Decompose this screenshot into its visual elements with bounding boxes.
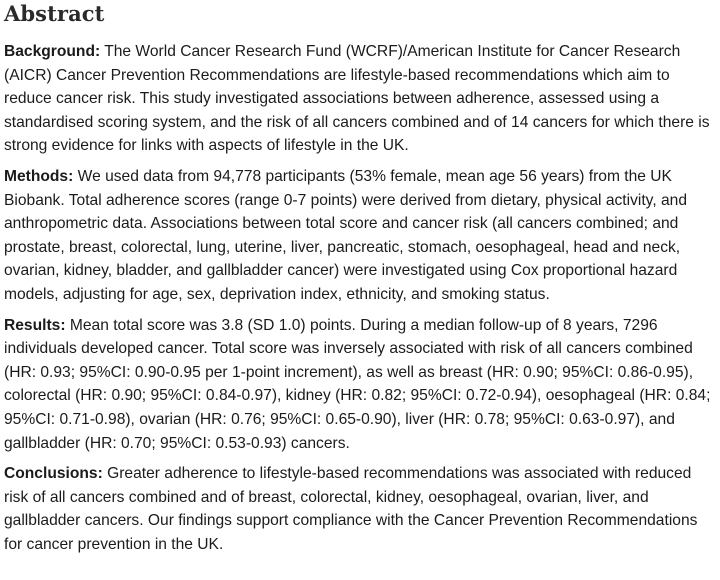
- abstract-section-methods: [4, 165, 716, 307]
- abstract-heading: Abstract: [4, 1, 105, 26]
- section-text-background: The World Cancer Research Fund (WCRF)/American Institute for Cancer Research (AICR) Cancer Prevention Recommendations are lifestyle-based recommendations which aim to reduce cancer risk. This study investigated associations between adherence, assessed using a standardised scoring system, and the risk of all cancers combined and of 14 cancers for which there is strong evidence for links with aspects of lifestyle in the UK.: [4, 43, 710, 155]
- abstract-section-conclusions: [4, 462, 716, 556]
- section-label-background: Background:: [4, 43, 101, 60]
- abstract-section-background: [4, 40, 716, 158]
- section-text-results: Mean total score was 3.8 (SD 1.0) points. During a median follow-up of 8 years, 7296 individuals developed cancer. Total score was inversely associated with risk of all cancers combined (HR: 0.93; 95%CI: 0.90-0.95 per 1-point increment), as well as breast (HR: 0.90; 95%CI: 0.86-0.95), colorectal (HR: 0.90; 95%CI: 0.84-0.97), kidney (HR: 0.82; 95%CI: 0.72-0.94), oesophageal (HR: 0.84; 95%CI: 0.71-0.98), ovarian (HR: 0.76; 95%CI: 0.65-0.90), liver (HR: 0.78; 95%CI: 0.63-0.97), and gallbladder (HR: 0.70; 95%CI: 0.53-0.93) cancers.: [4, 316, 711, 452]
- section-text-conclusions: Greater adherence to lifestyle-based recommendations was associated with reduced risk of all cancers combined and of breast, colorectal, kidney, oesophageal, ovarian, liver, and gallbladder cancers. Our findings support compliance with the Cancer Prevention Recommendations for cancer prevention in the UK.: [4, 465, 698, 553]
- section-text-methods: We used data from 94,778 participants (53% female, mean age 56 years) from the UK Biobank. Total adherence scores (range 0-7 points) were derived from dietary, physical activity, and anthropometric data. Associations between total score and cancer risk (all cancers combined; and prostate, breast, colorectal, lung, uterine, liver, pancreatic, stomach, oesophageal, head and neck, ovarian, kidney, bladder, and gallbladder cancer) were investigated using Cox proportional hazard models, adjusting for age, sex, deprivation index, ethnicity, and smoking status.: [4, 167, 688, 303]
- section-label-methods: Methods:: [4, 167, 74, 185]
- section-label-conclusions: Conclusions:: [4, 465, 103, 483]
- section-label-results: Results:: [4, 316, 66, 334]
- abstract-section-results: [4, 314, 716, 456]
